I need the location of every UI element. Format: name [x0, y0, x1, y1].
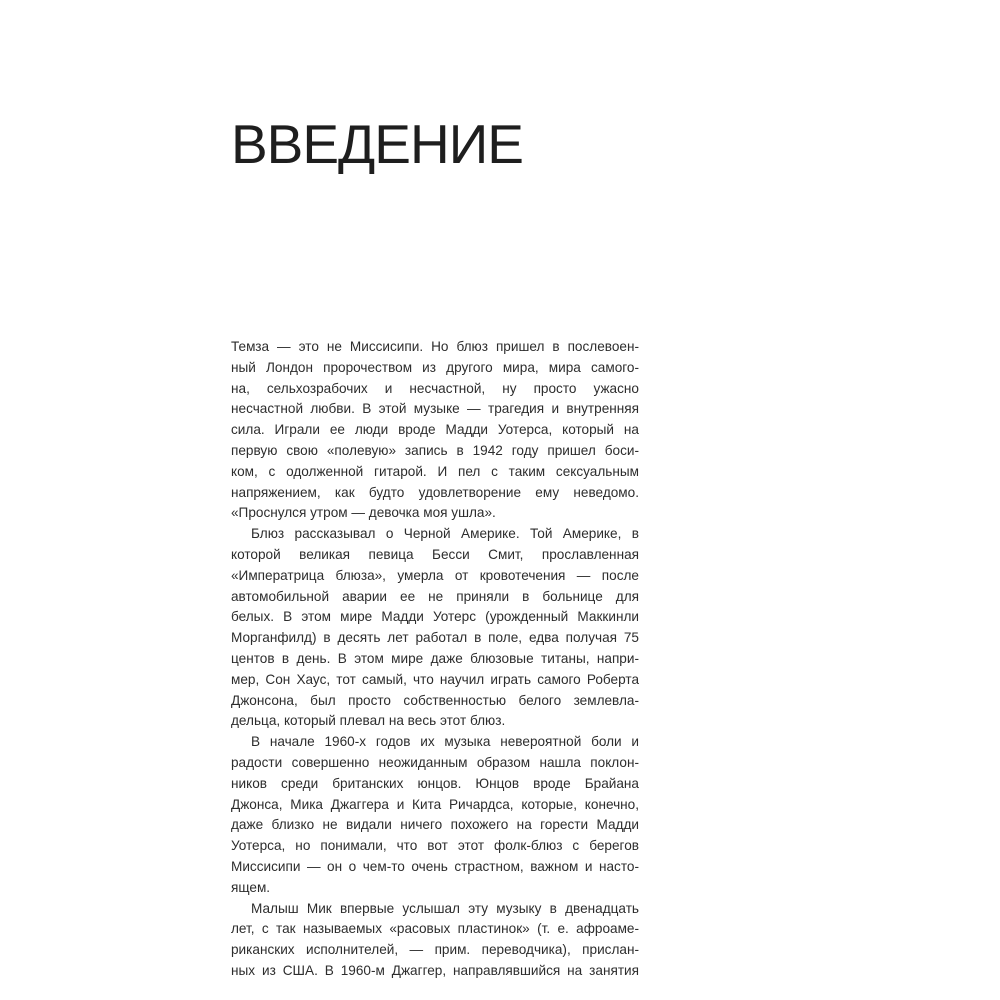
text-line: мер, Сон Хаус, тот самый, что научил играть самого Роберта [231, 671, 639, 687]
text-line: напряжением, как будто удовлетворение ему неведомо. [231, 484, 639, 500]
text-line: белых. В этом мире Мадди Уотерс (урожденный Маккинли [231, 609, 639, 625]
text-line: Джонсона, был просто собственностью белого землевла- [231, 692, 639, 708]
text-line: лет, с так называемых «расовых пластинок» (т. е. афроаме- [231, 921, 639, 937]
chapter-title: ВВЕДЕНИЕ [231, 113, 523, 175]
text-line: радости совершенно неожиданным образом нашла поклон- [231, 754, 639, 770]
text-line: которой великая певица Бесси Смит, прославленная [231, 546, 639, 562]
text-line: даже близко не видали ничего похожего на горести Мадди [231, 817, 639, 833]
text-line: дельца, который плевал на весь этот блюз. [231, 713, 506, 729]
text-line: первую свою «полевую» запись в 1942 году пришел боси- [231, 442, 639, 458]
text-line: Джонса, Мика Джаггера и Кита Ричардса, которые, конечно, [231, 796, 639, 812]
text-line: «Проснулся утром — девочка моя ушла». [231, 505, 496, 521]
text-line: Миссисипи — он о чем-то очень страстном, важном и насто- [231, 858, 639, 874]
text-line: сила. Играли ее люди вроде Мадди Уотерса, который на [231, 422, 639, 438]
text-line: Уотерса, но понимали, что вот этот фолк-блюз с берегов [231, 838, 639, 854]
text-line: Морганфилд) в десять лет работал в поле, едва получая 75 [231, 630, 639, 646]
text-line: ных из США. В 1960-м Джаггер, направлявшийся на занятия [231, 962, 639, 978]
text-line: ком, с одолженной гитарой. И пел с таким сексуальным [231, 463, 639, 479]
text-line: несчастной любви. В этой музыке — трагедия и внутренняя [231, 401, 639, 417]
body-text [231, 337, 639, 982]
text-line: ящем. [231, 879, 271, 895]
text-line: Малыш Мик впервые услышал эту музыку в двенадцать [251, 900, 639, 916]
text-line: ный Лондон пророчеством из другого мира, мира самого- [231, 359, 639, 375]
text-line: В начале 1960-х годов их музыка невероятной боли и [251, 734, 639, 750]
text-line: «Императрица блюза», умерла от кровотечения — после [231, 567, 639, 583]
text-line: ников среди британских юнцов. Юнцов вроде Брайана [231, 775, 639, 791]
text-line: центов в день. В этом мире даже блюзовые титаны, напри- [231, 650, 639, 666]
text-line: риканских исполнителей, — прим. переводчика), прислан- [231, 942, 639, 958]
text-line: Блюз рассказывал о Черной Америке. Той Америке, в [251, 526, 639, 542]
text-line: автомобильной аварии ее не приняли в больнице для [231, 588, 639, 604]
text-line: Темза — это не Миссисипи. Но блюз пришел в послевоен- [231, 339, 639, 354]
text-line: на, сельхозрабочих и несчастной, ну просто ужасно [231, 380, 639, 396]
